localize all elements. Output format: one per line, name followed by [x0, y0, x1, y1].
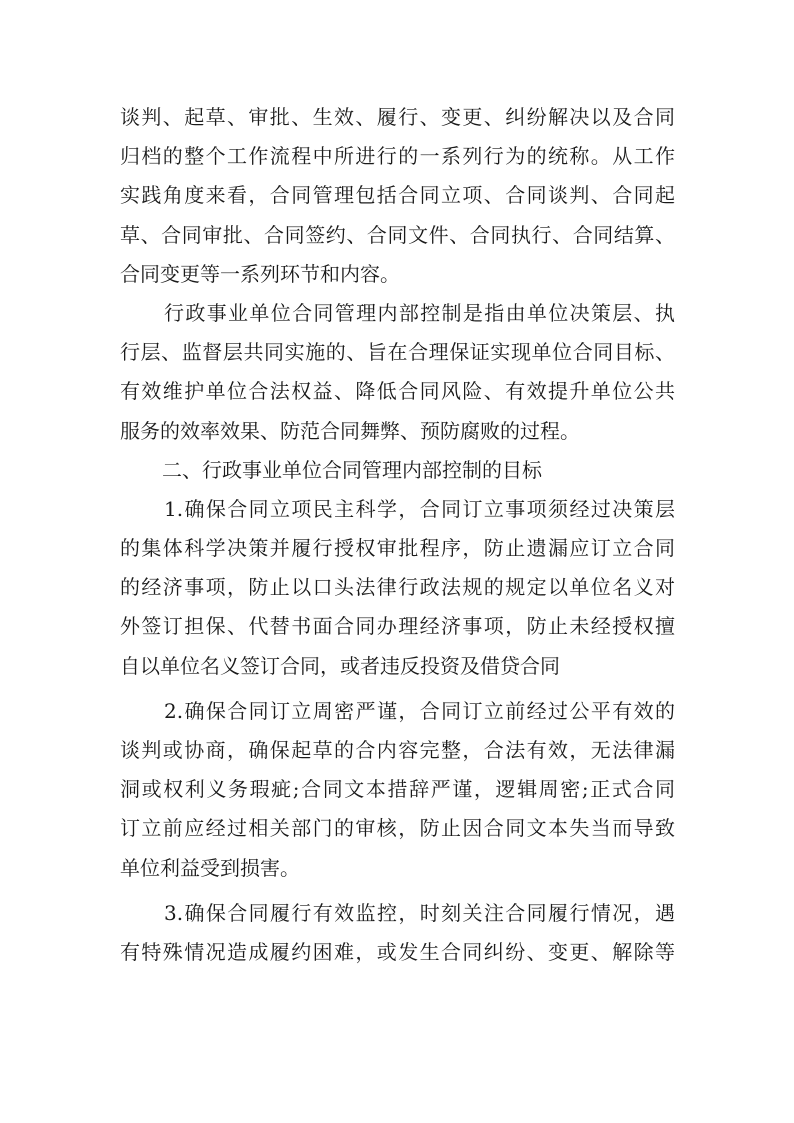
text-line: 行政事业单位合同管理内部控制是指由单位决策层、执 [164, 300, 675, 325]
paragraph-objective-3 [120, 894, 675, 972]
text-line: 谈判、起草、审批、生效、履行、变更、纠纷解决以及合同 [120, 105, 675, 129]
paragraph-contract-management-definition [120, 98, 675, 294]
text-line: 的经济事项，防止以口头法律行政法规的规定以单位名义对 [120, 575, 675, 600]
text-line: 洞或权利义务瑕疵;合同文本措辞严谨，逻辑周密;正式合同 [120, 777, 675, 802]
document-body [120, 98, 675, 972]
text-line: 合同变更等一系列环节和内容。 [120, 261, 400, 286]
text-line: 订立前应经过相关部门的审核，防止因合同文本失当而导致 [120, 816, 675, 841]
text-line: 草、合同审批、合同签约、合同文件、合同执行、合同结算、 [120, 222, 675, 247]
text-line: 3.确保合同履行有效监控，时刻关注合同履行情况，遇 [164, 900, 675, 925]
text-line: 有特殊情况造成履约困难，或发生合同纠纷、变更、解除等 [120, 939, 675, 964]
section-heading-objectives [120, 451, 675, 490]
text-line: 1.确保合同立项民主科学，合同订立事项须经过决策层 [164, 496, 675, 521]
text-line: 的集体科学决策并履行授权审批程序，防止遗漏应订立合同 [120, 536, 675, 561]
text-line: 归档的整个工作流程中所进行的一系列行为的统称。从工作 [120, 144, 675, 169]
text-line: 服务的效率效果、防范合同舞弊、预防腐败的过程。 [120, 418, 580, 443]
text-line: 实践角度来看，合同管理包括合同立项、合同谈判、合同起 [120, 183, 675, 208]
text-line: 有效维护单位合法权益、降低合同风险、有效提升单位公共 [120, 379, 675, 404]
paragraph-internal-control-definition [120, 294, 675, 451]
section-heading: 二、行政事业单位合同管理内部控制的目标 [162, 457, 542, 482]
text-line: 自以单位名义签订合同，或者违反投资及借贷合同 [120, 653, 560, 678]
text-line: 单位利益受到损害。 [120, 855, 300, 880]
paragraph-objective-1 [120, 490, 675, 686]
text-line: 2.确保合同订立周密严谨，合同订立前经过公平有效的 [164, 698, 675, 723]
text-line: 行层、监督层共同实施的、旨在合理保证实现单位合同目标、 [120, 340, 675, 365]
text-line: 谈判或协商，确保起草的合内容完整，合法有效，无法律漏 [120, 738, 675, 762]
paragraph-objective-2 [120, 692, 675, 888]
text-line: 外签订担保、代替书面合同办理经济事项，防止未经授权擅 [120, 614, 675, 639]
